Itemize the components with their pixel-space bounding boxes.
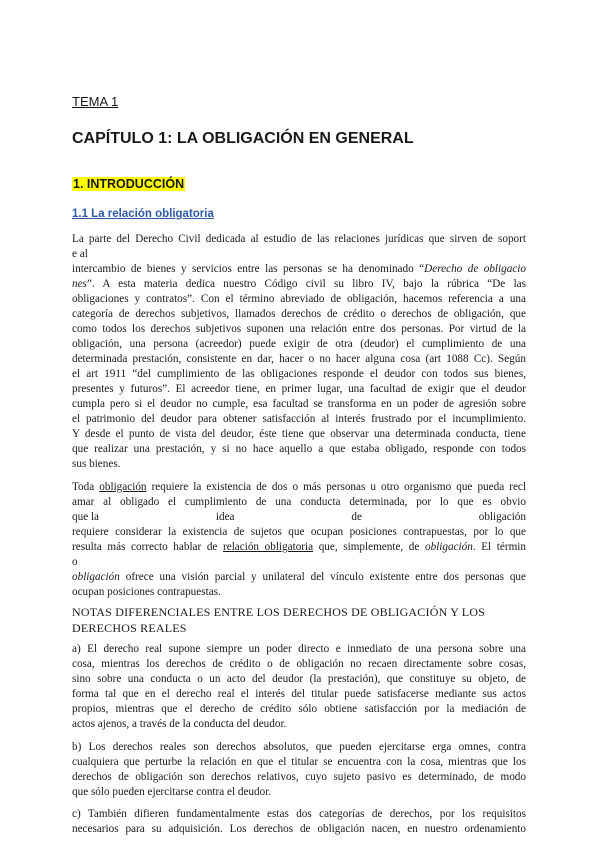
text-line: obligación ofrece una visión parcial y unilateral del vínculo existente entre dos personas que xyxy=(72,571,526,583)
text-line: Toda obligación requiere la existencia de dos o más personas u otro organismo que pueda recl xyxy=(72,481,526,493)
notas-heading: NOTAS DIFERENCIALES ENTRE LOS DERECHOS DE OBLIGACIÓN Y LOS DERECHOS REALES xyxy=(72,605,486,635)
text-line: que la idea de obligación xyxy=(72,511,526,523)
text-line: sino sobre una conducta o un acto del deudor (la prestación), que constituye su objeto, de xyxy=(72,673,526,685)
text-line: como todos los derechos subjetivos suponen una relación entre dos personas. Por virtud de la xyxy=(72,323,526,335)
text-line: a) El derecho real supone siempre un poder directo e inmediato de una persona sobre una xyxy=(72,643,526,655)
paragraph-relacion-obligatoria xyxy=(72,232,526,472)
text-line: determinada prestación, consistente en dar, hacer o no hacer alguna cosa (art 1088 Cc). Según xyxy=(72,353,526,365)
point-c xyxy=(72,807,526,837)
emphasis: Derecho de obligacio xyxy=(424,263,527,275)
text-line: derechos de obligación son derechos relativos, cuyo sujeto pasivo es determinado, de modo xyxy=(72,771,526,783)
point-b xyxy=(72,740,526,800)
text-line: que realizar una prestación, y si no hace aquello a que estaba obligado, responde con todos xyxy=(72,443,526,455)
text-line: presentes y futuros”. El acreedor tiene, en primer lugar, una facultad de exigir que el deudor xyxy=(72,383,526,395)
section-heading: 1. INTRODUCCIÓN xyxy=(73,177,185,191)
emphasis: nes xyxy=(72,278,87,290)
text-line: el art 1911 “del cumplimiento de las obligaciones responde el deudor con todos sus bienes, xyxy=(72,368,526,380)
text-line: ocupan posiciones contrapuestas. xyxy=(72,586,221,598)
point-a xyxy=(72,642,526,732)
text-line: cumpla pero si el deudor no cumple, esa facultad se transforma en un poder de agresión sobre xyxy=(72,398,526,410)
text-line: propios, mientras que el derecho de crédito sólo obtiene satisfacción por la mediación de xyxy=(72,703,526,715)
underlined-term: obligación xyxy=(99,481,147,493)
text-line: cosa, mientras los derechos de crédito o de obligación no recaen directamente sobre cosas, xyxy=(72,658,526,670)
underlined-term: relación obligatoria xyxy=(223,541,314,553)
text-line: intercambio de bienes y servicios entre las personas se ha denominado “Derecho de obligacio xyxy=(72,263,527,275)
text-line: cualquiera que perturbe la relación en que el titular se encuentra con la cosa, mientras que los xyxy=(72,756,526,768)
text-line: sus bienes. xyxy=(72,458,121,470)
subsection-heading: 1.1 La relación obligatoria xyxy=(72,208,214,220)
text-line: obligaciones y contratos”. Con el término abreviado de obligación, hacemos referencia a una xyxy=(72,293,526,305)
text-line: forma tal que en el derecho real el interés del titular puede satisfacerse mediante sus actos xyxy=(72,688,526,700)
text-line: necesarios para su adquisición. Los derechos de obligación nacen, en nuestro ordenamiento xyxy=(72,823,526,835)
text-line: o xyxy=(72,556,78,568)
text-line: actos ajenos, a través de la conducta del deudor. xyxy=(72,718,287,730)
text-line: e al xyxy=(72,248,88,260)
text-line: obligación, una persona (acreedor) puede exigir de otra (deudor) el cumplimiento de una xyxy=(72,338,526,350)
text-line: Y desde el punto de vista del deudor, éste tiene que observar una determinada conducta, tiene xyxy=(72,428,526,440)
emphasis: obligación xyxy=(72,571,120,583)
text-line: que sólo pueden ejercitarse contra el deudor. xyxy=(72,786,272,798)
text-line: amar al obligado el cumplimiento de una conducta determinada, por lo que es obvio xyxy=(72,496,526,508)
chapter-title: CAPÍTULO 1: LA OBLIGACIÓN EN GENERAL xyxy=(72,130,414,147)
text-line: resulta más correcto hablar de relación obligatoria que, simplemente, de obligación. El términ xyxy=(72,541,526,553)
text-line: c) También difieren fundamentalmente estas dos categorías de derechos, por los requisitos xyxy=(72,808,526,820)
tema-heading: TEMA 1 xyxy=(72,94,119,109)
emphasis: obligación xyxy=(424,541,473,553)
text-line: el patrimonio del deudor para obtener satisfacción al interés frustrado por el incumplimiento. xyxy=(72,413,526,425)
text-line: requiere considerar la existencia de sujetos que ocupan posiciones contrapuestas, por lo que xyxy=(72,526,526,538)
text-line: b) Los derechos reales son derechos absolutos, que pueden ejercitarse erga omnes, contra xyxy=(72,741,526,753)
text-line: nes”. A esta materia dedica nuestro Código civil su libro IV, bajo la rúbrica “De las xyxy=(72,278,526,290)
text-line: La parte del Derecho Civil dedicada al estudio de las relaciones jurídicas que sirven de soport xyxy=(72,233,526,245)
paragraph-toda-obligacion xyxy=(72,480,526,600)
text-line: categoría de derechos subjetivos, llamados derechos de crédito o derechos de obligación, que xyxy=(72,308,526,320)
